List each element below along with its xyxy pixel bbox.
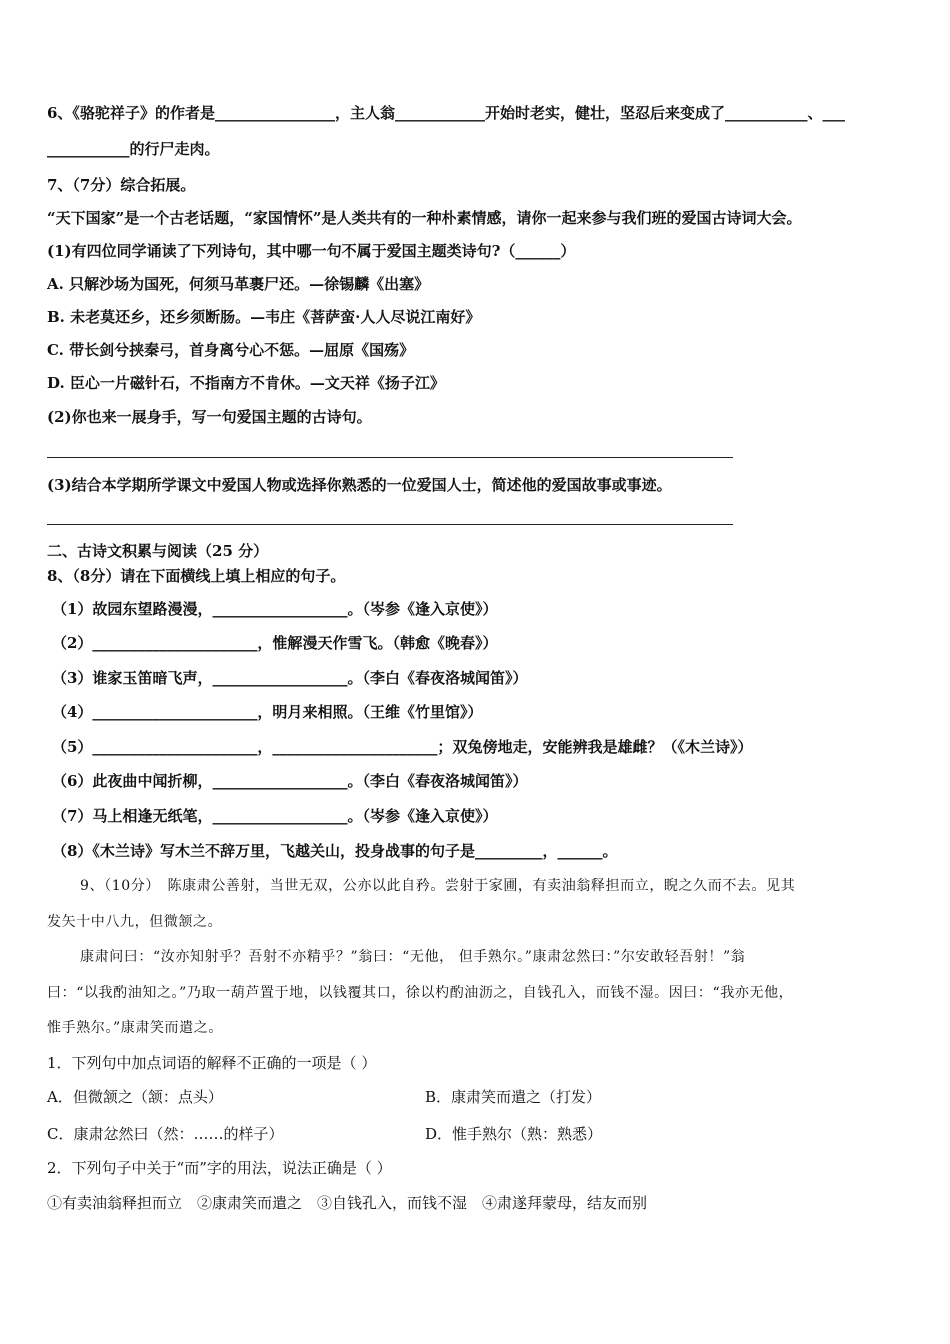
q9-sub1-options-row1 — [47, 1086, 602, 1108]
q8-item-7: （7）马上相逢无纸笔，__________________。（岑参《逢入京使》） — [52, 807, 498, 825]
q8-item-5: （5）______________________，______________________；双兔傍地走，安能辨我是雄雌？（《木兰诗》） — [52, 738, 753, 756]
q9-sub1-option-c: C．康肃忿然曰（然：……的样子） — [47, 1125, 284, 1143]
answer-line — [47, 457, 733, 458]
q8-item-4: （4）______________________，明月来相照。（王维《竹里馆》） — [52, 703, 483, 721]
q9-passage-line1: 9、（10分） 陈康肃公善射，当世无双，公亦以此自矜。尝射于家圃，有卖油翁释担而立，睨之久而不去。见其 — [80, 878, 796, 894]
q9-passage-line3: 康肃问曰：“汝亦知射乎？吾射不亦精乎？”翁曰：“无他， 但手熟尔。”康肃忿然曰：”尔安敢轻吾射！”翁 — [80, 949, 746, 965]
q9-sub2-items: ①有卖油翁释担而立 ②康肃笑而遣之 ③自钱孔入，而钱不湿 ④肃遂拜蒙母，结友而别 — [47, 1194, 648, 1212]
q7-part1: (1)有四位同学诵读了下列诗句，其中哪一句不属于爱国主题类诗句?（______） — [47, 242, 576, 260]
section-title: 二、古诗文积累与阅读（25 分） — [47, 542, 269, 560]
q7-part2: (2)你也来一展身手，写一句爱国主题的古诗句。 — [47, 408, 372, 426]
q7-option-d: D. 臣心一片磁针石，不指南方不肯休。—文天祥《扬子江》 — [47, 374, 445, 392]
q8-item-6: （6）此夜曲中闻折柳，__________________。（李白《春夜洛城闻笛》） — [52, 772, 528, 790]
q9-sub1-option-d: D．惟手熟尔（熟：熟悉） — [425, 1125, 603, 1143]
q6-line2: ___________的行尸走肉。 — [47, 140, 220, 158]
q7-option-a: A. 只解沙场为国死，何须马革裹尸还。—徐锡麟《出塞》 — [47, 275, 430, 293]
q7-option-b: B. 未老莫还乡，还乡须断肠。—韦庄《菩萨蛮·人人尽说江南好》 — [47, 308, 481, 326]
q9-sub1-question: 1．下列句中加点词语的解释不正确的一项是（ ） — [47, 1054, 377, 1072]
q9-passage-line5: 惟手熟尔。”康肃笑而遣之。 — [47, 1020, 223, 1036]
q9-sub1-options-row2 — [47, 1123, 603, 1145]
q9-passage-line4: 曰：“以我酌油知之。”乃取一葫芦置于地，以钱覆其口，徐以杓酌油沥之，自钱孔入，而钱不湿。因曰：“我亦无他， — [47, 985, 794, 1001]
q7-part3: (3)结合本学期所学课文中爱国人物或选择你熟悉的一位爱国人士，简述他的爱国故事或事迹。 — [47, 476, 672, 494]
q9-sub1-option-a: A．但微颔之（颔：点头） — [47, 1088, 223, 1106]
q8-item-2: （2）______________________，惟解漫天作雪飞。（韩愈《晚春》） — [52, 634, 498, 652]
q9-passage-line2: 发矢十中八九，但微颔之。 — [47, 914, 223, 930]
q8-item-1: （1）故园东望路漫漫，__________________。（岑参《逢入京使》） — [52, 600, 498, 618]
q7-option-c: C. 带长剑兮挟秦弓，首身离兮心不惩。—屈原《国殇》 — [47, 341, 415, 359]
answer-line — [47, 524, 733, 525]
q9-sub1-option-b: B．康肃笑而遣之（打发） — [425, 1088, 602, 1106]
q6-line1: 6、《骆驼祥子》的作者是________________，主人翁____________开始时老实，健壮，坚忍后来变成了___________、___ — [47, 104, 845, 122]
q7-intro: “天下国家”是一个古老话题，“家国情怀”是人类共有的一种朴素情感，请你一起来参与我们班的爱国古诗词大会。 — [47, 209, 802, 227]
q8-item-8: （8）《木兰诗》写木兰不辞万里，飞越关山，投身战事的句子是_________，______。 — [52, 842, 618, 860]
q8-header: 8、（8分）请在下面横线上填上相应的句子。 — [47, 567, 346, 585]
q7-header: 7、（7分）综合拓展。 — [47, 176, 196, 194]
q9-sub2-question: 2．下列句子中关于“而”字的用法，说法正确是（ ） — [47, 1159, 392, 1177]
q8-item-3: （3）谁家玉笛暗飞声，__________________。（李白《春夜洛城闻笛》） — [52, 669, 528, 687]
